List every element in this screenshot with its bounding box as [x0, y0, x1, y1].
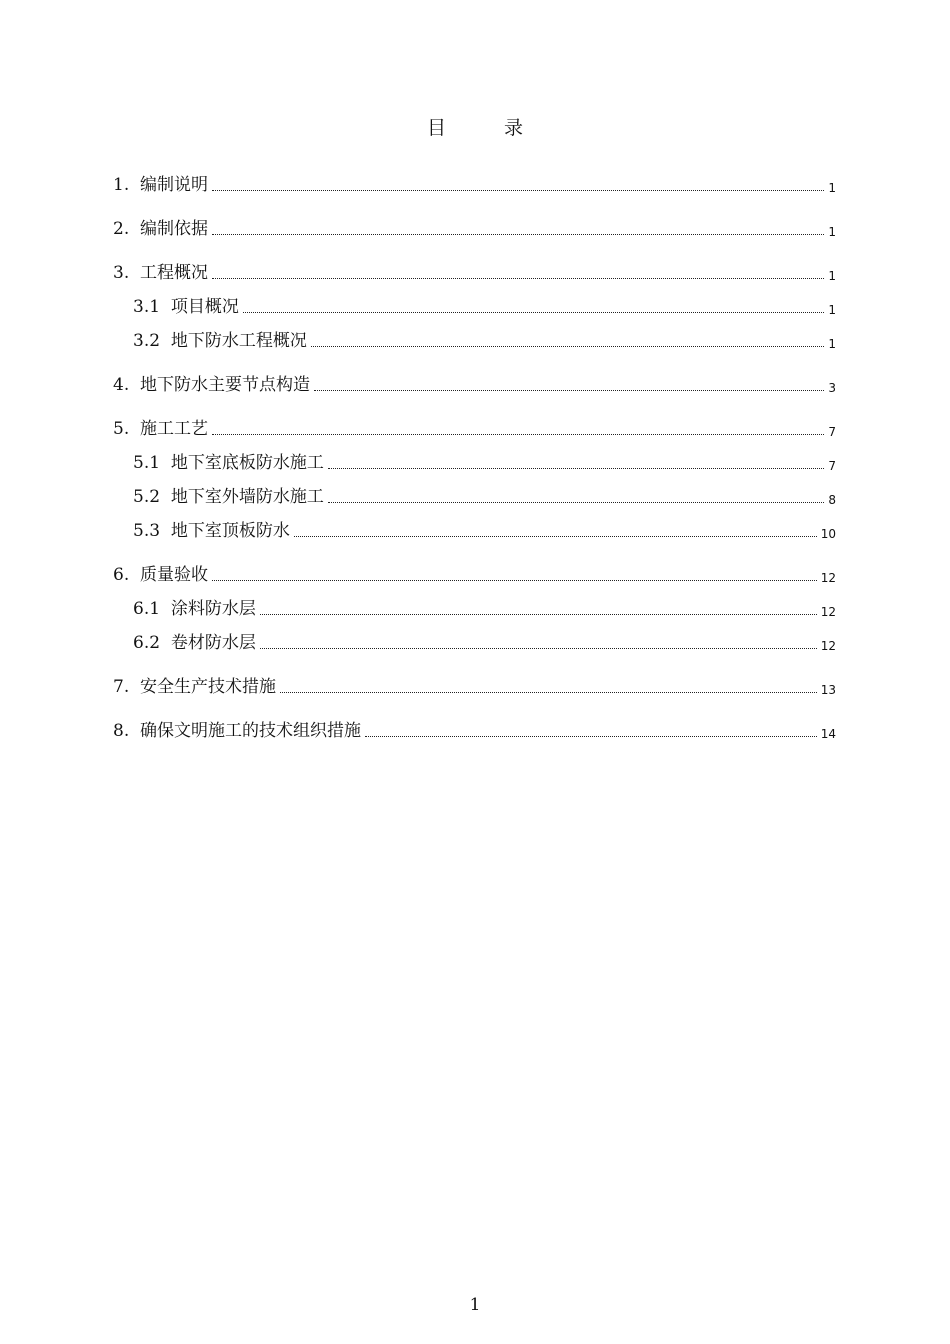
- toc-entry-page: 1: [828, 337, 836, 351]
- toc-entry-page: 1: [828, 269, 836, 283]
- toc-entry[interactable]: [113, 172, 836, 196]
- toc-dot-leader: [243, 311, 825, 313]
- toc-entry-number: 3.1: [133, 297, 171, 317]
- toc-entry-page: 12: [820, 571, 836, 585]
- toc-entry-label: 地下防水主要节点构造: [140, 375, 311, 395]
- toc-entry[interactable]: [113, 674, 836, 698]
- toc-entry-number: 2.: [113, 219, 141, 239]
- toc-dot-leader: [280, 691, 817, 693]
- toc-entry[interactable]: [133, 596, 836, 620]
- toc-entry-label: 地下室外墙防水施工: [170, 487, 324, 507]
- toc-entry-number: 8.: [113, 721, 141, 741]
- toc-entry-label: 涂料防水层: [170, 599, 256, 619]
- toc-entry-page: 1: [828, 303, 836, 317]
- toc-entry-number: 7.: [113, 677, 141, 697]
- toc-entry[interactable]: [113, 260, 836, 284]
- toc-entry-page: 13: [820, 683, 836, 697]
- toc-dot-leader: [311, 345, 825, 347]
- toc-dot-leader: [212, 433, 824, 435]
- toc-title: 目 录: [426, 117, 550, 139]
- toc-entry-label: 地下室顶板防水: [170, 521, 290, 541]
- toc-entry[interactable]: [113, 718, 836, 742]
- toc-entry-page: 10: [820, 527, 836, 541]
- toc-entry-label: 卷材防水层: [170, 633, 256, 653]
- toc-dot-leader: [212, 189, 824, 191]
- toc-dot-leader: [260, 613, 817, 615]
- toc-dot-leader: [314, 389, 824, 391]
- page-number: 1: [469, 1295, 481, 1315]
- toc-entry-number: 5.1: [133, 453, 171, 473]
- toc-dot-leader: [212, 579, 817, 581]
- toc-entry-page: 1: [828, 181, 836, 195]
- toc-entry-label: 安全生产技术措施: [140, 677, 277, 697]
- toc-entry[interactable]: [113, 562, 836, 586]
- toc-entry-number: 3.2: [133, 331, 171, 351]
- toc-entry-label: 质量验收: [140, 565, 209, 585]
- toc-entry-label: 施工工艺: [140, 419, 209, 439]
- toc-entry-label: 编制说明: [140, 175, 209, 195]
- toc-entry-page: 7: [828, 425, 836, 439]
- toc-entry-page: 14: [820, 727, 836, 741]
- toc-dot-leader: [294, 535, 817, 537]
- toc-entry-label: 地下防水工程概况: [170, 331, 307, 351]
- toc-dot-leader: [212, 277, 824, 279]
- toc-entry-label: 项目概况: [170, 297, 239, 317]
- toc-entry-label: 确保文明施工的技术组织措施: [140, 721, 362, 741]
- toc-entry[interactable]: [133, 518, 836, 542]
- toc-entry-page: 7: [828, 459, 836, 473]
- toc-entry-number: 5.: [113, 419, 141, 439]
- toc-dot-leader: [260, 647, 817, 649]
- toc-entry-label: 编制依据: [140, 219, 209, 239]
- toc-entry-label: 工程概况: [140, 263, 209, 283]
- toc-entry-number: 6.1: [133, 599, 171, 619]
- toc-dot-leader: [328, 467, 825, 469]
- toc-entry-number: 5.2: [133, 487, 171, 507]
- toc-entry[interactable]: [133, 484, 836, 508]
- toc-entry-number: 6.2: [133, 633, 171, 653]
- toc-entry-number: 3.: [113, 263, 141, 283]
- toc-entry[interactable]: [133, 294, 836, 318]
- toc-entry-number: 6.: [113, 565, 141, 585]
- toc-entry[interactable]: [133, 328, 836, 352]
- toc-entry-page: 1: [828, 225, 836, 239]
- toc-dot-leader: [365, 735, 817, 737]
- toc-entry[interactable]: [113, 372, 836, 396]
- toc-entry-page: 12: [820, 605, 836, 619]
- toc-entry[interactable]: [133, 630, 836, 654]
- toc-entry-page: 8: [828, 493, 836, 507]
- toc-entry-page: 12: [820, 639, 836, 653]
- toc-entry-number: 4.: [113, 375, 141, 395]
- toc-entry[interactable]: [133, 450, 836, 474]
- toc-dot-leader: [328, 501, 825, 503]
- toc-entry-label: 地下室底板防水施工: [170, 453, 324, 473]
- toc-entry-number: 5.3: [133, 521, 171, 541]
- toc-entry[interactable]: [113, 416, 836, 440]
- toc-entry-page: 3: [828, 381, 836, 395]
- toc-entry-number: 1.: [113, 175, 141, 195]
- toc-dot-leader: [212, 233, 824, 235]
- toc-entry[interactable]: [113, 216, 836, 240]
